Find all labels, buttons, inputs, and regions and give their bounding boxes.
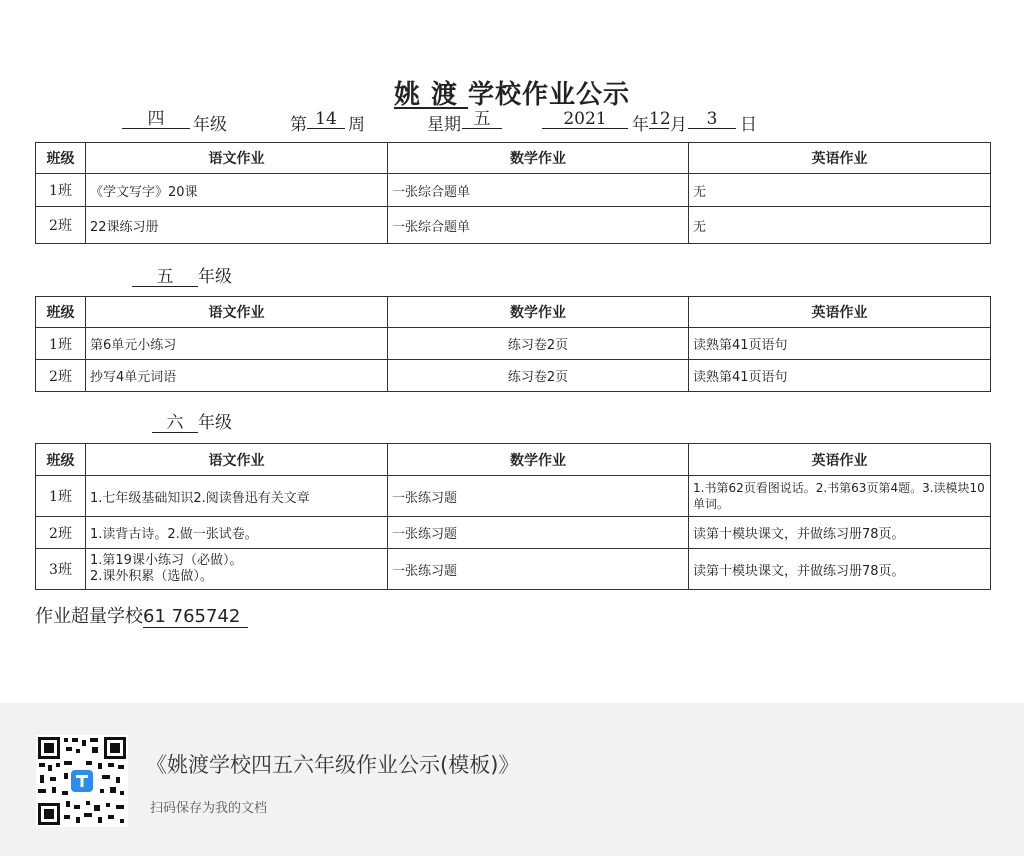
header-chinese: 语文作业	[86, 444, 388, 476]
document-link-title[interactable]: 《姚渡学校四五六年级作业公示(模板)》	[146, 753, 520, 777]
chinese-cell: 《学文写字》20课	[86, 174, 388, 207]
english-cell: 无	[689, 207, 991, 244]
header-english: 英语作业	[689, 297, 991, 328]
table-header-row	[36, 444, 991, 476]
document-title	[0, 74, 1024, 111]
english-cell: 读熟第41页语句	[689, 328, 991, 360]
header-chinese: 语文作业	[86, 297, 388, 328]
grade-6-table	[35, 443, 991, 590]
grade-4-table	[35, 142, 991, 244]
math-cell: 一张练习题	[388, 549, 689, 590]
class-cell: 1班	[36, 174, 86, 207]
note-prefix: 作业超量学校	[35, 606, 143, 627]
chinese-cell: 1.读背古诗。2.做一张试卷。	[86, 517, 388, 549]
date-line: 四 年级 第 14 周 星期 五 2021 年 12 月 3 日	[0, 110, 1024, 134]
table-row	[36, 328, 991, 360]
header-math: 数学作业	[388, 297, 689, 328]
chinese-line-1: 1.第19课小练习（必做）。	[90, 553, 243, 568]
grade-5-label: 五 年级	[132, 262, 232, 287]
english-cell: 读熟第41页语句	[689, 360, 991, 392]
week-suffix: 周	[348, 115, 365, 135]
table-header-row	[36, 297, 991, 328]
class-cell: 1班	[36, 476, 86, 517]
math-cell: 一张练习题	[388, 517, 689, 549]
school-name: 姚 渡	[393, 80, 469, 110]
header-math: 数学作业	[388, 444, 689, 476]
grade-suffix: 年级	[193, 115, 227, 135]
math-cell: 一张综合题单	[388, 174, 689, 207]
class-cell: 2班	[36, 517, 86, 549]
grade-6-label: 六 年级	[152, 408, 232, 433]
header-class: 班级	[36, 143, 86, 174]
grade-5-table	[35, 296, 991, 392]
class-cell: 2班	[36, 207, 86, 244]
english-cell: 1.书第62页看图说话。2.书第63页第4题。3.读模块10单词。	[689, 476, 991, 517]
chinese-cell: 第6单元小练习	[86, 328, 388, 360]
class-cell: 1班	[36, 328, 86, 360]
year-suffix: 年	[632, 115, 649, 135]
week-prefix: 第	[290, 115, 307, 135]
table-row	[36, 207, 991, 244]
save-hint: 扫码保存为我的文档	[150, 801, 268, 816]
header-class: 班级	[36, 444, 86, 476]
header-math: 数学作业	[388, 143, 689, 174]
table-row	[36, 476, 991, 517]
chinese-cell: 1.七年级基础知识2.阅读鲁迅有关文章	[86, 476, 388, 517]
math-cell: 一张练习题	[388, 476, 689, 517]
math-cell: 一张综合题单	[388, 207, 689, 244]
chinese-line-2: 2.课外积累（选做）。	[90, 569, 213, 584]
note-phone: 61 765742	[143, 606, 248, 628]
weekday-prefix: 星期	[427, 115, 461, 135]
table-row	[36, 517, 991, 549]
header-class: 班级	[36, 297, 86, 328]
class-cell: 2班	[36, 360, 86, 392]
complaint-note	[35, 602, 248, 628]
day-suffix: 日	[740, 115, 757, 135]
chinese-cell: 22课练习册	[86, 207, 388, 244]
footer-bar	[0, 703, 1024, 856]
english-cell: 读第十模块课文，并做练习册78页。	[689, 549, 991, 590]
table-row	[36, 360, 991, 392]
title-text: 学校作业公示	[468, 80, 631, 110]
table-header-row	[36, 143, 991, 174]
header-english: 英语作业	[689, 143, 991, 174]
qr-code-icon[interactable]	[36, 735, 128, 827]
english-cell: 无	[689, 174, 991, 207]
math-cell: 练习卷2页	[388, 360, 689, 392]
table-row	[36, 549, 991, 590]
table-row	[36, 174, 991, 207]
chinese-cell: 抄写4单元词语	[86, 360, 388, 392]
header-chinese: 语文作业	[86, 143, 388, 174]
chinese-cell	[86, 549, 388, 590]
month-suffix: 月	[670, 115, 687, 135]
class-cell: 3班	[36, 549, 86, 590]
english-cell: 读第十模块课文，并做练习册78页。	[689, 517, 991, 549]
math-cell: 练习卷2页	[388, 328, 689, 360]
header-english: 英语作业	[689, 444, 991, 476]
